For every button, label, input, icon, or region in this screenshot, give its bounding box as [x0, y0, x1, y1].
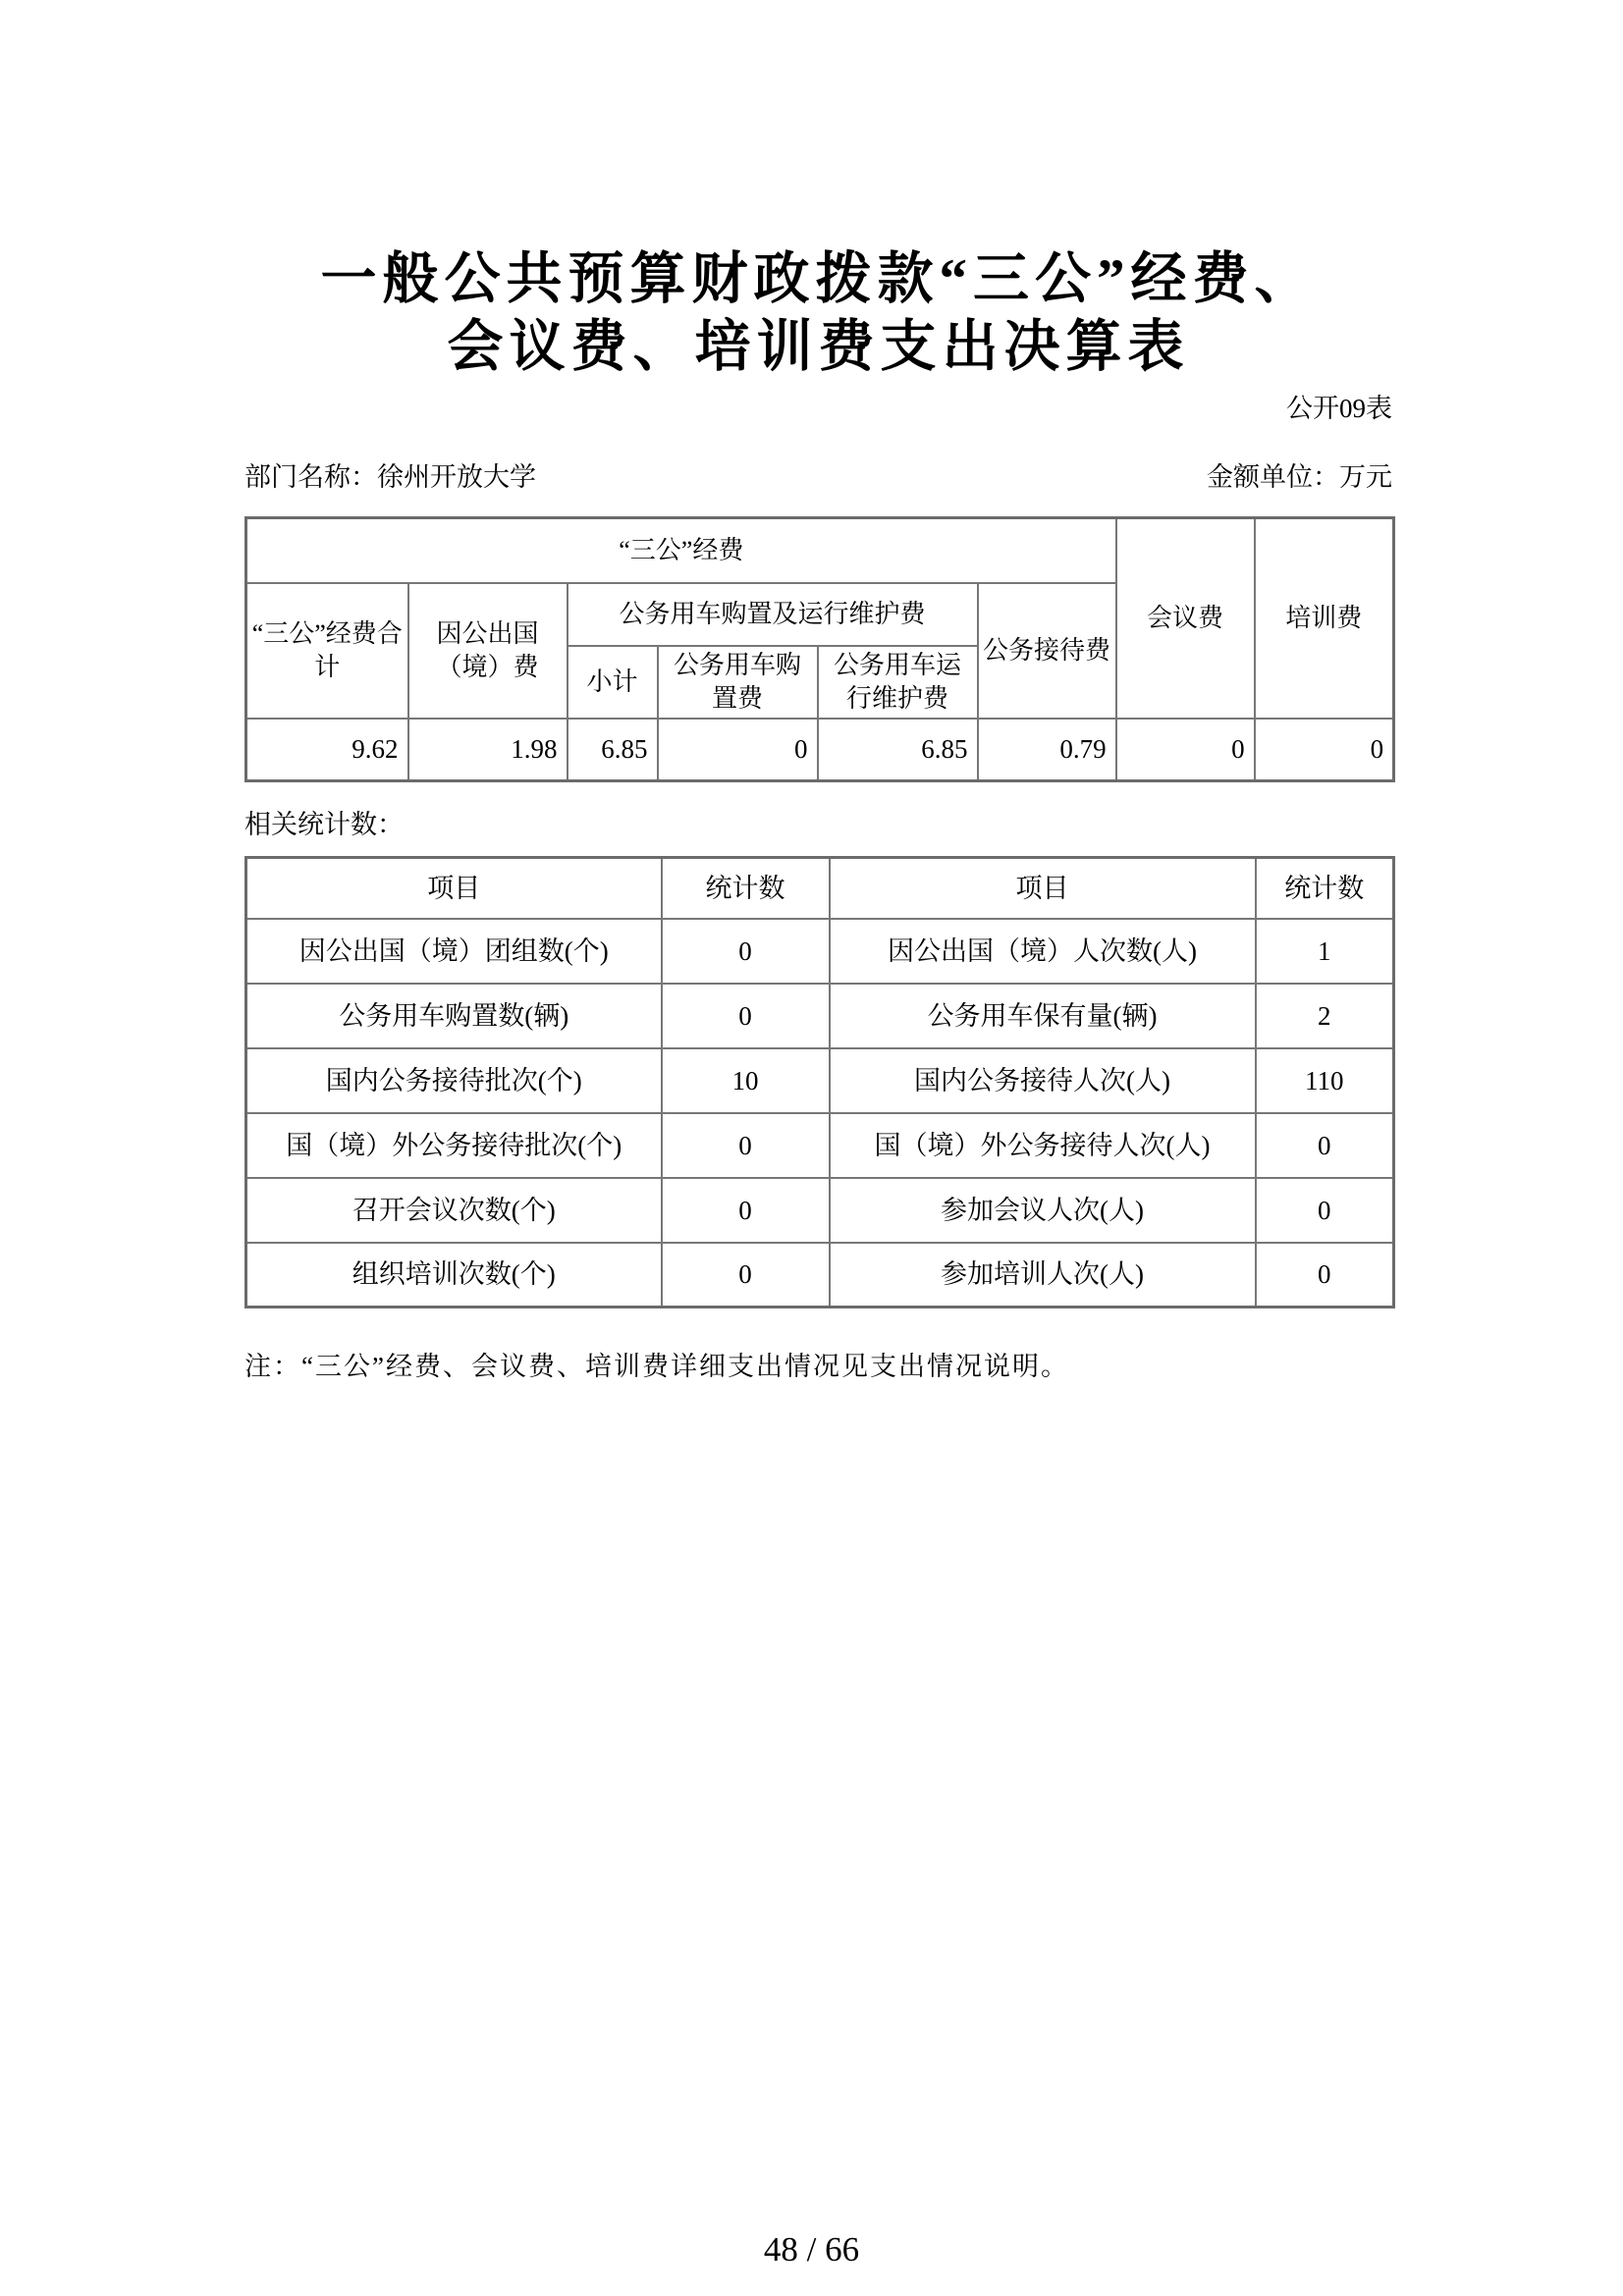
- stat-item-label: 国内公务接待批次(个): [246, 1048, 662, 1113]
- stat-item-label: 公务用车保有量(辆): [830, 984, 1256, 1048]
- header-vehicle-subtotal: 小计: [568, 646, 658, 719]
- stats-row-vehicle: [246, 984, 1394, 1048]
- value-vehicle-maintenance: 6.85: [818, 719, 978, 781]
- stats-row-foreign-reception: [246, 1113, 1394, 1178]
- stats-header-item-2: 项目: [830, 858, 1256, 919]
- stat-value: 0: [1256, 1113, 1394, 1178]
- stat-item-label: 因公出国（境）人次数(人): [830, 919, 1256, 984]
- stats-row-training: [246, 1243, 1394, 1308]
- stat-value: 0: [662, 1243, 830, 1308]
- stat-item-label: 国（境）外公务接待人次(人): [830, 1113, 1256, 1178]
- amount-unit-label: 金额单位：万元: [1207, 462, 1392, 492]
- value-reception-fee: 0.79: [978, 719, 1116, 781]
- stat-value: 0: [1256, 1178, 1394, 1243]
- stat-item-label: 公务用车购置数(辆): [246, 984, 662, 1048]
- stats-header-count-1: 统计数: [662, 858, 830, 919]
- expense-summary-table: [244, 516, 1395, 782]
- stat-item-label: 因公出国（境）团组数(个): [246, 919, 662, 984]
- stats-row-meetings: [246, 1178, 1394, 1243]
- header-abroad-fee: 因公出国（境）费: [408, 583, 568, 719]
- stat-value: 0: [662, 1178, 830, 1243]
- stats-header-count-2: 统计数: [1256, 858, 1394, 919]
- stats-header-item-1: 项目: [246, 858, 662, 919]
- stat-value: 2: [1256, 984, 1394, 1048]
- header-vehicle-purchase: 公务用车购置费: [658, 646, 818, 719]
- stat-item-label: 召开会议次数(个): [246, 1178, 662, 1243]
- header-sangong-group: “三公”经费: [246, 518, 1116, 583]
- meta-row: [244, 462, 1392, 492]
- header-sangong-total: “三公”经费合计: [246, 583, 408, 719]
- header-vehicle-group: 公务用车购置及运行维护费: [568, 583, 978, 646]
- value-vehicle-purchase: 0: [658, 719, 818, 781]
- page-title-line2: 会议费、培训费支出决算表: [447, 316, 1190, 378]
- value-training-fee: 0: [1255, 719, 1394, 781]
- stats-row-abroad: [246, 919, 1394, 984]
- stat-item-label: 国（境）外公务接待批次(个): [246, 1113, 662, 1178]
- header-training-fee: 培训费: [1255, 518, 1394, 719]
- stat-item-label: 参加会议人次(人): [830, 1178, 1256, 1243]
- stat-value: 110: [1256, 1048, 1394, 1113]
- page-title-line1: 一般公共预算财政拨款“三公”经费、: [320, 248, 1317, 310]
- form-code-label: 公开09表: [1286, 394, 1392, 423]
- value-abroad-fee: 1.98: [408, 719, 568, 781]
- stat-value: 0: [662, 919, 830, 984]
- value-sangong-total: 9.62: [246, 719, 408, 781]
- stat-value: 0: [662, 1113, 830, 1178]
- page-title: [244, 245, 1392, 381]
- header-meeting-fee: 会议费: [1116, 518, 1255, 719]
- stat-value: 0: [662, 984, 830, 1048]
- value-vehicle-subtotal: 6.85: [568, 719, 658, 781]
- stats-header-row: [246, 858, 1394, 919]
- value-meeting-fee: 0: [1116, 719, 1255, 781]
- stat-item-label: 组织培训次数(个): [246, 1243, 662, 1308]
- stat-value: 10: [662, 1048, 830, 1113]
- stat-value: 0: [1256, 1243, 1394, 1308]
- department-name-label: 部门名称：徐州开放大学: [244, 462, 536, 492]
- stats-row-domestic-reception: [246, 1048, 1394, 1113]
- footnote: 注：“三公”经费、会议费、培训费详细支出情况见支出情况说明。: [244, 1352, 1069, 1381]
- stat-item-label: 国内公务接待人次(人): [830, 1048, 1256, 1113]
- related-statistics-table: [244, 856, 1395, 1308]
- stats-heading: 相关统计数：: [244, 810, 404, 839]
- stat-item-label: 参加培训人次(人): [830, 1243, 1256, 1308]
- header-vehicle-maintenance: 公务用车运行维护费: [818, 646, 978, 719]
- stat-value: 1: [1256, 919, 1394, 984]
- header-reception-fee: 公务接待费: [978, 583, 1116, 719]
- page-number: 48 / 66: [763, 2230, 860, 2269]
